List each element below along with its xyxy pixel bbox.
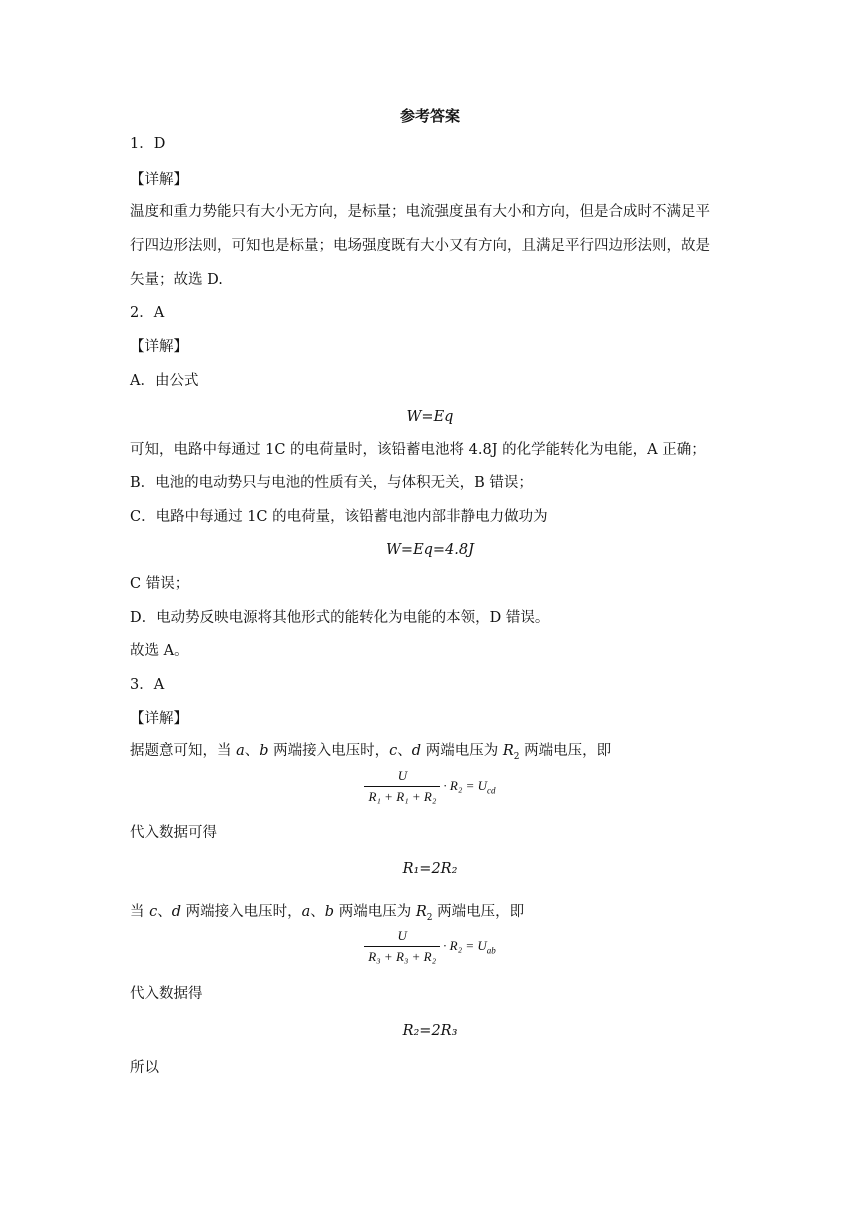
q2-formula1: W=Eq (406, 409, 454, 425)
fraction-denominator: R₃ + R₃ + R₂ (364, 946, 440, 965)
q2-option-a-intro: A．由公式 (130, 373, 199, 389)
q2-formula2: W=Eq=4.8J (386, 542, 474, 558)
q3-result1: R₁=2R₂ (402, 861, 458, 877)
q3-fraction-formula1 (0, 768, 860, 805)
q2-conclusion: 故选 A。 (130, 643, 189, 659)
fraction-numerator: U (397, 928, 407, 943)
q1-text-line1: 温度和重力势能只有大小无方向，是标量；电流强度虽有大小和方向，但是合成时不满足平 (130, 204, 710, 220)
q3-answer: 3．A (130, 677, 165, 693)
q1-answer: 1．D (130, 136, 166, 152)
q3-so: 所以 (130, 1060, 159, 1076)
q2-option-a-text: 可知，电路中每通过 1C 的电荷量时，该铅蓄电池将 4.8J 的化学能转化为电能，A 正确； (130, 442, 706, 458)
page-title: 参考答案 (399, 107, 460, 125)
q2-option-d-text: D．电动势反映电源将其他形式的能转化为电能的本领，D 错误。 (130, 610, 550, 626)
q3-substitute-text2: 代入数据得 (130, 986, 203, 1002)
q3-condition-line1: 据题意可知，当 a、b 两端接入电压时，c、d 两端电压为 $R_2$ 两端电压，即 (130, 743, 612, 762)
q1-detail-label: 【详解】 (130, 172, 188, 188)
q3-result2: R₂=2R₃ (402, 1023, 458, 1039)
fraction-rhs: · $R_2 = U_{ab}$ (443, 937, 496, 956)
q1-text-line2: 行四边形法则，可知也是标量；电场强度既有大小又有方向，且满足平行四边形法则，故是 (130, 238, 710, 254)
q2-option-b-text: B．电池的电动势只与电池的性质有关，与体积无关，B 错误； (130, 475, 533, 491)
q2-detail-label: 【详解】 (130, 339, 188, 355)
q3-condition-line2: 当 c、d 两端接入电压时，a、b 两端电压为 $R_2$ 两端电压，即 (130, 904, 525, 923)
fraction-denominator: R₁ + R₁ + R₂ (364, 786, 440, 805)
fraction-numerator: U (397, 768, 408, 783)
q3-detail-label: 【详解】 (130, 711, 188, 727)
q2-option-c-text: C 错误； (130, 576, 190, 592)
q3-fraction-formula2 (0, 928, 860, 965)
q3-substitute-text1: 代入数据可得 (130, 825, 217, 841)
q2-answer: 2．A (130, 305, 165, 321)
q2-option-c-intro: C．电路中每通过 1C 的电荷量，该铅蓄电池内部非静电力做功为 (130, 509, 548, 525)
fraction-rhs: · $R_2 = U_{cd}$ (443, 777, 496, 796)
q1-text-line3: 矢量；故选 D. (130, 272, 223, 288)
